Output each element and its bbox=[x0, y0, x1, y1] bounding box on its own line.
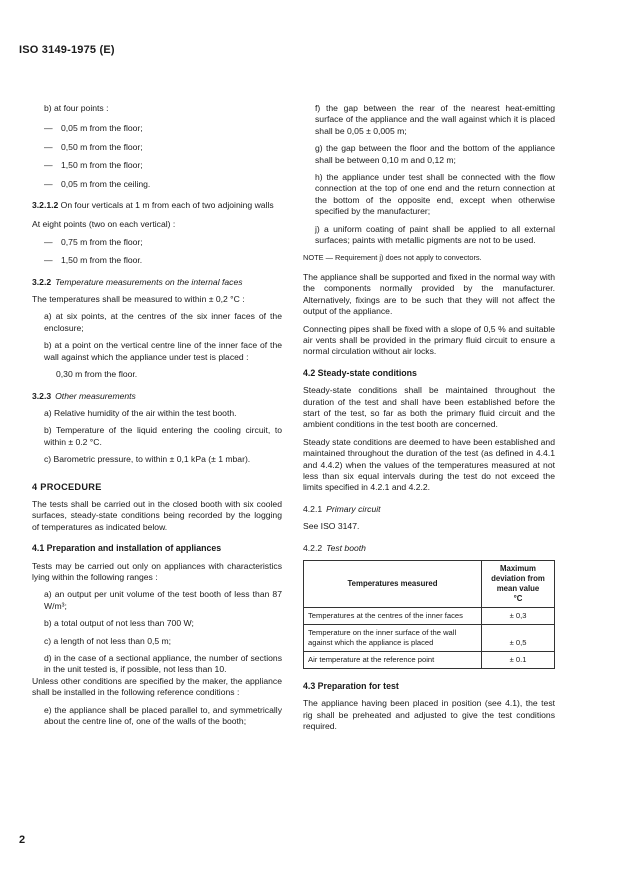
list-item: — 0,75 m from the floor; bbox=[44, 236, 143, 247]
section-3-2-2-text: The temperatures shall be measured to within ± 0,2 °C : bbox=[32, 294, 245, 305]
table-header-temperatures: Temperatures measured bbox=[304, 561, 482, 608]
item-b-value: 0,30 m from the floor. bbox=[56, 369, 138, 380]
page-header: ISO 3149-1975 (E) bbox=[19, 44, 115, 56]
eight-points-text: At eight points (two on each vertical) : bbox=[32, 219, 176, 230]
item-b: b) at a point on the vertical centre line of the inner face of the wall against which the appliance under test is placed : bbox=[44, 340, 282, 362]
reference-conditions-text: Unless other conditions are specified by the maker, the appliance shall be installed in the following reference conditions : bbox=[32, 675, 282, 698]
section-4-3-heading: 4.3 Preparation for test bbox=[303, 681, 399, 691]
page-number: 2 bbox=[19, 834, 26, 846]
item-b: b) a total output of not less than 700 W; bbox=[44, 618, 194, 629]
item-f: f) the gap between the rear of the nearest heat-emitting surface of the appliance and the wall against which it is placed shall be 0,05 ± 0,005 m; bbox=[315, 103, 555, 136]
item-e: e) the appliance shall be placed parallel to, and symmetrically about the centre line of, one of the walls of the booth; bbox=[44, 704, 282, 727]
section-4-2-heading: 4.2 Steady-state conditions bbox=[303, 367, 417, 378]
item-b: b) Temperature of the liquid entering the cooling circuit, to within ± 0.2 °C. bbox=[44, 425, 282, 447]
section-3-2-2-heading: 3.2.2 Temperature measurements on the internal faces bbox=[32, 276, 243, 287]
list-item: — 1,50 m from the floor; bbox=[44, 160, 143, 171]
section-4-2-para-1: Steady-state conditions shall be maintained throughout the duration of the test and shall have been established before the start of the test, so far as both the primary fluid circuit and the ambient conditions in the test booth are concerned. bbox=[303, 385, 555, 430]
item-c: c) a length of not less than 0,5 m; bbox=[44, 635, 172, 646]
list-item: — 0,05 m from the ceiling. bbox=[44, 178, 151, 189]
item-a: a) an output per unit volume of the test booth of less than 87 W/m³; bbox=[44, 589, 282, 611]
item-a: a) at six points, at the centres of the six inner faces of the enclosure; bbox=[44, 311, 282, 333]
section-4-2-1-text: See ISO 3147. bbox=[303, 521, 360, 532]
section-4-3-text: The appliance having been placed in position (see 4.1), the test rig shall be preheated and adjusted to give the test conditions required. bbox=[303, 698, 555, 732]
item-j: j) a uniform coating of paint shall be applied to all external surfaces; paints with metallic pigments are not to be used. bbox=[315, 223, 555, 246]
item-g: g) the gap between the floor and the bottom of the appliance shall be between 0,10 m and 0,12 m; bbox=[315, 143, 555, 165]
table-row: Temperatures at the centres of the inner faces ± 0,3 bbox=[304, 608, 555, 625]
section-3-2-3-heading: 3.2.3 Other measurements bbox=[32, 390, 136, 401]
list-item: — 0,50 m from the floor; bbox=[44, 141, 143, 152]
list-intro-b: b) at four points : bbox=[44, 103, 109, 113]
note: NOTE — Requirement j) does not apply to convectors. bbox=[303, 253, 482, 263]
support-text: The appliance shall be supported and fixed in the normal way with the components normally provided by the manufacturer. Alternatively, fixings are to be such that they will not affect the output of the appliance. bbox=[303, 271, 555, 317]
item-d: d) in the case of a sectional appliance, the number of sections in the unit tested is, if possible, not less than 10. bbox=[44, 653, 282, 675]
section-4-1-heading: 4.1 Preparation and installation of appliances bbox=[32, 543, 222, 554]
table-header-deviation: Maximum deviation from mean value °C bbox=[482, 561, 555, 608]
table-row: Temperature on the inner surface of the wall against which the appliance is placed ± 0,5 bbox=[304, 625, 555, 652]
section-4-2-2-heading: 4.2.2 Test booth bbox=[303, 542, 366, 553]
section-4-text: The tests shall be carried out in the closed booth with six cooled surfaces, steady-state conditions being recorded by the logging of temperatures as indicated below. bbox=[32, 498, 282, 532]
list-item: — 0,05 m from the floor; bbox=[44, 123, 143, 134]
left-column bbox=[32, 103, 282, 733]
section-4-2-para-2: Steady state conditions are deemed to have been established and maintained throughout the duration of the test (as defined in 4.4.1 and 4.4.2) when the values of the temperatures measured at not less than six equal intervals during the test do not exceed the limits specified in 4.2.1 and 4.2.2. bbox=[303, 436, 555, 493]
list-item: — 1,50 m from the floor. bbox=[44, 255, 143, 266]
pipes-text: Connecting pipes shall be fixed with a slope of 0,5 % and suitable air vents shall be provided in the primary fluid circuit to ensure a normal circulation without air locks. bbox=[303, 323, 555, 357]
table-header-row bbox=[304, 561, 555, 608]
item-a: a) Relative humidity of the air within the test booth. bbox=[44, 407, 237, 418]
item-c: c) Barometric pressure, to within ± 0,1 kPa (± 1 mbar). bbox=[44, 454, 251, 465]
deviation-table bbox=[303, 560, 555, 669]
section-4-2-1-heading: 4.2.1 Primary circuit bbox=[303, 503, 381, 514]
table-row: Air temperature at the reference point ± 0.1 bbox=[304, 652, 555, 669]
section-4-heading: 4 PROCEDURE bbox=[32, 481, 102, 492]
right-column bbox=[303, 103, 555, 739]
item-h: h) the appliance under test shall be connected with the flow connection at the top of one end and the return connection at the bottom of the opposite end, except when otherwise specified by the manufacturer; bbox=[315, 172, 555, 217]
section-4-1-text: Tests may be carried out only on appliances with characteristics lying within the following ranges : bbox=[32, 560, 282, 582]
section-3-2-1-2: 3.2.1.2 On four verticals at 1 m from each of two adjoining walls bbox=[32, 200, 274, 211]
